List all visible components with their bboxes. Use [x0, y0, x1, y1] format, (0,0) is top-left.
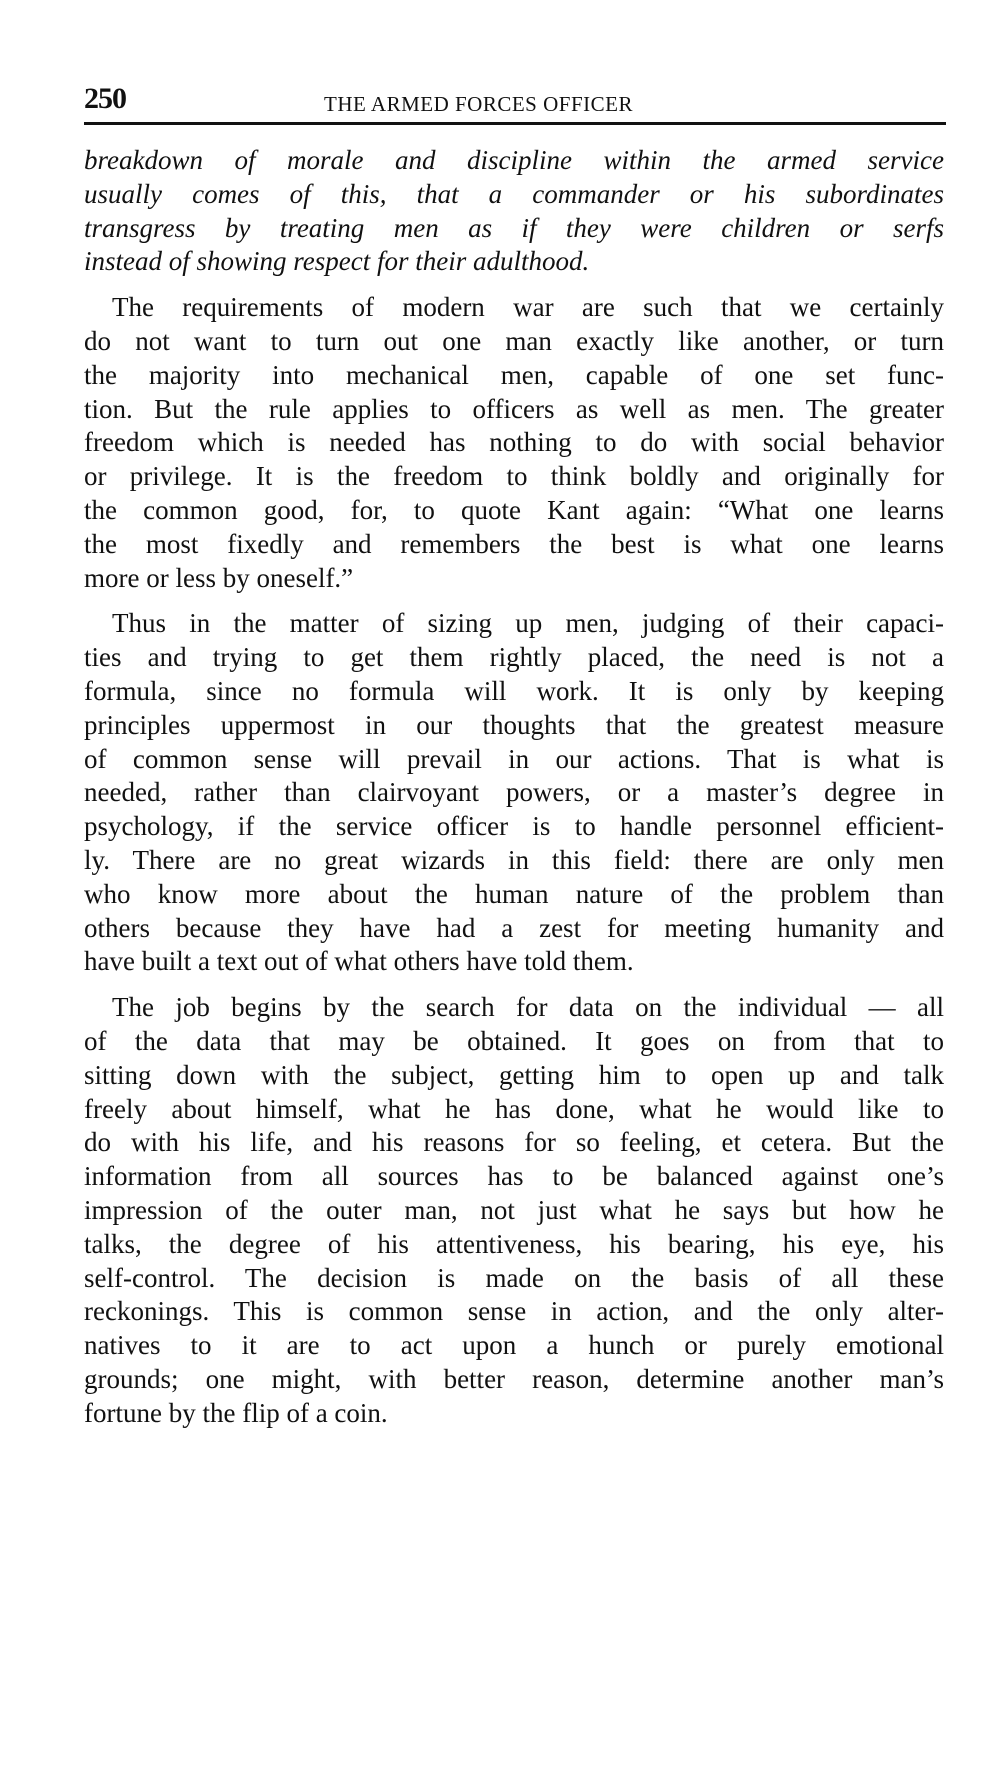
text-line: more or less by oneself.”: [84, 562, 354, 593]
text-line: talks, the degree of his attentiveness, his bearing, his eye, his: [84, 1228, 944, 1259]
italic-paragraph: [84, 144, 944, 279]
text-line: transgress by treating men as if they were children or serfs: [84, 212, 944, 243]
text-line: freely about himself, what he has done, what he would like to: [84, 1093, 944, 1124]
text-line: impression of the outer man, not just what he says but how he: [84, 1194, 944, 1225]
text-line: usually comes of this, that a commander or his subordinates: [84, 178, 944, 209]
text-line: information from all sources has to be balanced against one’s: [84, 1161, 944, 1192]
text-line: grounds; one might, with better reason, determine another man’s: [84, 1363, 944, 1394]
text-line: do not want to turn out one man exactly like another, or turn: [84, 325, 944, 356]
paragraph: [84, 607, 944, 979]
text-line: the common good, for, to quote Kant again: “What one learns: [84, 494, 944, 525]
text-line: tion. But the rule applies to officers as well as men. The greater: [84, 393, 944, 424]
text-line: self-control. The decision is made on the basis of all these: [84, 1262, 944, 1293]
text-line: or privilege. It is the freedom to think boldly and originally for: [84, 461, 944, 492]
running-header: [84, 82, 946, 128]
text-line: of common sense will prevail in our actions. That is what is: [84, 743, 944, 774]
header-rule: [84, 122, 946, 125]
text-line: have built a text out of what others have told them.: [84, 946, 634, 977]
page-body: [84, 144, 944, 1442]
paragraph: [84, 291, 944, 595]
text-line: The job begins by the search for data on the individual — all: [112, 992, 944, 1023]
text-line: fortune by the flip of a coin.: [84, 1397, 388, 1428]
paragraph: [84, 991, 944, 1430]
text-line: The requirements of modern war are such that we certainly: [112, 292, 944, 323]
text-line: the majority into mechanical men, capable of one set func-: [84, 359, 944, 390]
text-line: natives to it are to act upon a hunch or purely emotional: [84, 1330, 944, 1361]
text-line: the most fixedly and remembers the best is what one learns: [84, 528, 944, 559]
text-line: do with his life, and his reasons for so feeling, et cetera. But the: [84, 1127, 944, 1158]
text-line: formula, since no formula will work. It is only by keeping: [84, 675, 944, 706]
text-line: who know more about the human nature of the problem than: [84, 878, 944, 909]
text-line: psychology, if the service officer is to handle personnel efficient-: [84, 811, 944, 842]
running-title: THE ARMED FORCES OFFICER: [324, 92, 633, 116]
text-line: principles uppermost in our thoughts that the greatest measure: [84, 709, 944, 740]
text-line: ties and trying to get them rightly placed, the need is not a: [84, 642, 944, 673]
text-line: Thus in the matter of sizing up men, judging of their capaci-: [112, 608, 944, 639]
text-line: others because they have had a zest for meeting humanity and: [84, 912, 944, 943]
text-line: instead of showing respect for their adulthood.: [84, 246, 590, 277]
text-line: reckonings. This is common sense in action, and the only alter-: [84, 1296, 944, 1327]
page-number: 250: [84, 82, 126, 115]
text-line: ly. There are no great wizards in this field: there are only men: [84, 844, 944, 875]
text-line: needed, rather than clairvoyant powers, or a master’s degree in: [84, 777, 944, 808]
text-line: freedom which is needed has nothing to do with social behavior: [84, 427, 944, 458]
text-line: of the data that may be obtained. It goes on from that to: [84, 1025, 944, 1056]
text-line: breakdown of morale and discipline within the armed service: [84, 145, 944, 175]
text-line: sitting down with the subject, getting him to open up and talk: [84, 1059, 944, 1090]
